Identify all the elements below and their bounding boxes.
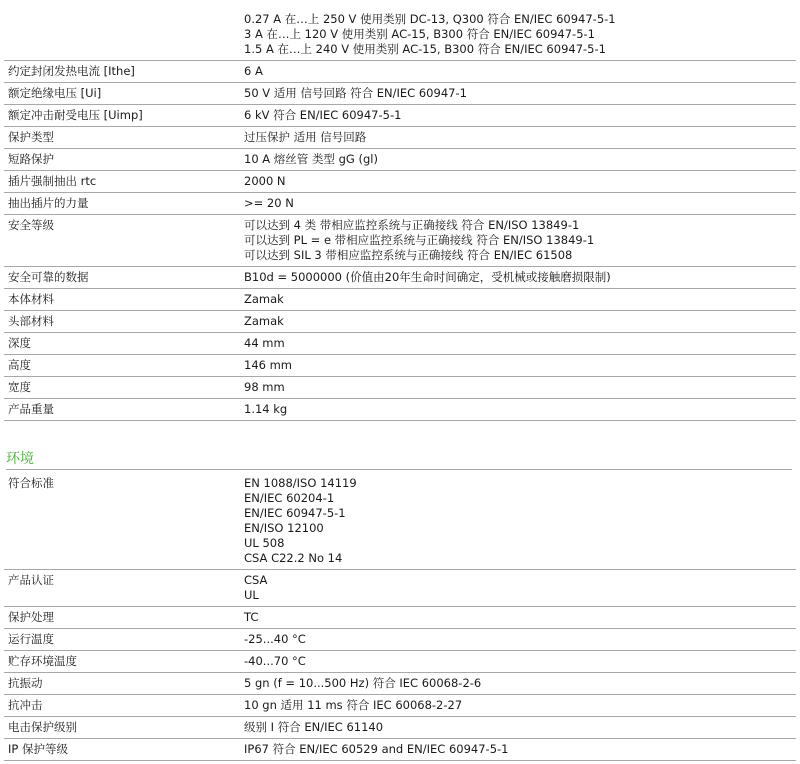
spec-value: [240, 0, 796, 61]
spec-value: [240, 127, 796, 149]
spec-row: [4, 399, 796, 421]
spec-row: [4, 333, 796, 355]
spec-row: [4, 267, 796, 289]
spec-row: [4, 673, 796, 695]
spec-value: [240, 215, 796, 267]
spec-value-line: 可以达到 PL = e 带相应监控系统与正确接线 符合 EN/ISO 13849-1: [244, 233, 595, 247]
spec-row: [4, 717, 796, 739]
spec-value-line: 10 gn 适用 11 ms 符合 IEC 60068-2-27: [244, 698, 463, 712]
spec-value-line: 6 kV 符合 EN/IEC 60947-5-1: [244, 108, 402, 122]
spec-value: [240, 311, 796, 333]
spec-value-line: TC: [244, 610, 259, 624]
spec-value: [240, 355, 796, 377]
spec-value: [240, 717, 796, 739]
spec-row: [4, 739, 796, 761]
spec-row: [4, 149, 796, 171]
spec-value: [240, 651, 796, 673]
spec-value: [240, 570, 796, 607]
spec-value-line: -25...40 °C: [244, 632, 306, 646]
spec-value-line: 146 mm: [244, 358, 293, 372]
spec-value: [240, 399, 796, 421]
spec-value-line: 1.14 kg: [244, 402, 288, 416]
spec-label: 宽度: [8, 380, 31, 394]
spec-label: 运行温度: [8, 632, 54, 646]
spec-label: 保护处理: [8, 610, 54, 624]
spec-label: 头部材料: [8, 314, 54, 328]
spec-value-line: 可以达到 4 类 带相应监控系统与正确接线 符合 EN/ISO 13849-1: [244, 218, 580, 232]
spec-value: [240, 333, 796, 355]
spec-value-line: CSA C22.2 No 14: [244, 551, 343, 565]
spec-label: 插片强制抽出 rtc: [8, 174, 97, 188]
spec-label: 抽出插片的力量: [8, 196, 89, 210]
spec-value: [240, 607, 796, 629]
spec-value: [240, 673, 796, 695]
spec-value: [240, 739, 796, 761]
spec-value: [240, 472, 796, 570]
section-title-environment: 环境: [6, 449, 792, 470]
spec-row: [4, 289, 796, 311]
spec-value-line: IP67 符合 EN/IEC 60529 and EN/IEC 60947-5-1: [244, 742, 509, 756]
spec-value: [240, 377, 796, 399]
spec-value: [240, 83, 796, 105]
spec-value-line: EN/ISO 12100: [244, 521, 324, 535]
spec-value-line: -40...70 °C: [244, 654, 306, 668]
spec-label: 保护类型: [8, 130, 54, 144]
spec-value: [240, 149, 796, 171]
spec-label: 额定冲击耐受电压 [Uimp]: [8, 108, 143, 122]
spec-label: 额定绝缘电压 [Ui]: [8, 86, 102, 100]
spec-label: 电击保护级别: [8, 720, 77, 734]
spec-label: [4, 0, 240, 61]
spec-value-line: 10 A 熔丝管 类型 gG (gl): [244, 152, 378, 166]
spec-label: 安全等级: [8, 218, 54, 232]
spec-label: 产品重量: [8, 402, 54, 416]
spec-row: [4, 83, 796, 105]
spec-value-line: EN 1088/ISO 14119: [244, 476, 357, 490]
spec-label: 深度: [8, 336, 31, 350]
spec-value-line: 级别 I 符合 EN/IEC 61140: [244, 720, 384, 734]
spec-value: [240, 193, 796, 215]
spec-value-line: EN/IEC 60947-5-1: [244, 506, 346, 520]
spec-row: [4, 472, 796, 570]
spec-value-line: 过压保护 适用 信号回路: [244, 130, 367, 144]
spec-label: 短路保护: [8, 152, 54, 166]
spec-value: [240, 289, 796, 311]
spec-row: [4, 570, 796, 607]
spec-label: 抗冲击: [8, 698, 43, 712]
spec-value-line: 0.27 A 在…上 250 V 使用类别 DC-13, Q300 符合 EN/IEC 60947-5-1: [244, 12, 616, 26]
spec-value-line: 98 mm: [244, 380, 285, 394]
spec-row: [4, 0, 796, 61]
spec-label: 约定封闭发热电流 [Ithe]: [8, 64, 135, 78]
spec-value: [240, 267, 796, 289]
spec-label: 高度: [8, 358, 31, 372]
spec-value: [240, 629, 796, 651]
electrical-mechanical-spec-table: [4, 0, 796, 421]
spec-label: 本体材料: [8, 292, 54, 306]
spec-row: [4, 193, 796, 215]
spec-value-line: 2000 N: [244, 174, 286, 188]
spec-label: 贮存环境温度: [8, 654, 77, 668]
spec-value-line: Zamak: [244, 314, 284, 328]
spec-value: [240, 61, 796, 83]
spec-value-line: 50 V 适用 信号回路 符合 EN/IEC 60947-1: [244, 86, 467, 100]
spec-value: [240, 695, 796, 717]
spec-value: [240, 105, 796, 127]
spec-row: [4, 127, 796, 149]
spec-value-line: 5 gn (f = 10...500 Hz) 符合 IEC 60068-2-6: [244, 676, 482, 690]
environment-spec-table: [4, 472, 796, 761]
spec-label: 产品认证: [8, 573, 54, 587]
spec-value-line: UL 508: [244, 536, 285, 550]
spec-value-line: 可以达到 SIL 3 带相应监控系统与正确接线 符合 EN/IEC 61508: [244, 248, 573, 262]
spec-value: [240, 171, 796, 193]
spec-row: [4, 311, 796, 333]
spec-row: [4, 629, 796, 651]
spec-value-line: >= 20 N: [244, 196, 294, 210]
spec-label: 符合标准: [8, 476, 54, 490]
spec-row: [4, 607, 796, 629]
spec-value-line: CSA: [244, 573, 268, 587]
spec-label: 抗振动: [8, 676, 43, 690]
spec-row: [4, 61, 796, 83]
spec-row: [4, 377, 796, 399]
spec-row: [4, 171, 796, 193]
spec-value-line: 6 A: [244, 64, 263, 78]
spec-value-line: 44 mm: [244, 336, 285, 350]
spec-row: [4, 695, 796, 717]
spec-value-line: B10d = 5000000 (价值由20年生命时间确定，受机械或接触磨损限制): [244, 270, 611, 284]
spec-label: IP 保护等级: [8, 742, 68, 756]
spec-row: [4, 215, 796, 267]
spec-value-line: 3 A 在…上 120 V 使用类别 AC-15, B300 符合 EN/IEC 60947-5-1: [244, 27, 595, 41]
spec-label: 安全可靠的数据: [8, 270, 89, 284]
spec-row: [4, 651, 796, 673]
spec-row: [4, 355, 796, 377]
spec-row: [4, 105, 796, 127]
spec-value-line: UL: [244, 588, 259, 602]
spec-value-line: 1.5 A 在…上 240 V 使用类别 AC-15, B300 符合 EN/IEC 60947-5-1: [244, 42, 606, 56]
spec-value-line: Zamak: [244, 292, 284, 306]
spec-value-line: EN/IEC 60204-1: [244, 491, 335, 505]
